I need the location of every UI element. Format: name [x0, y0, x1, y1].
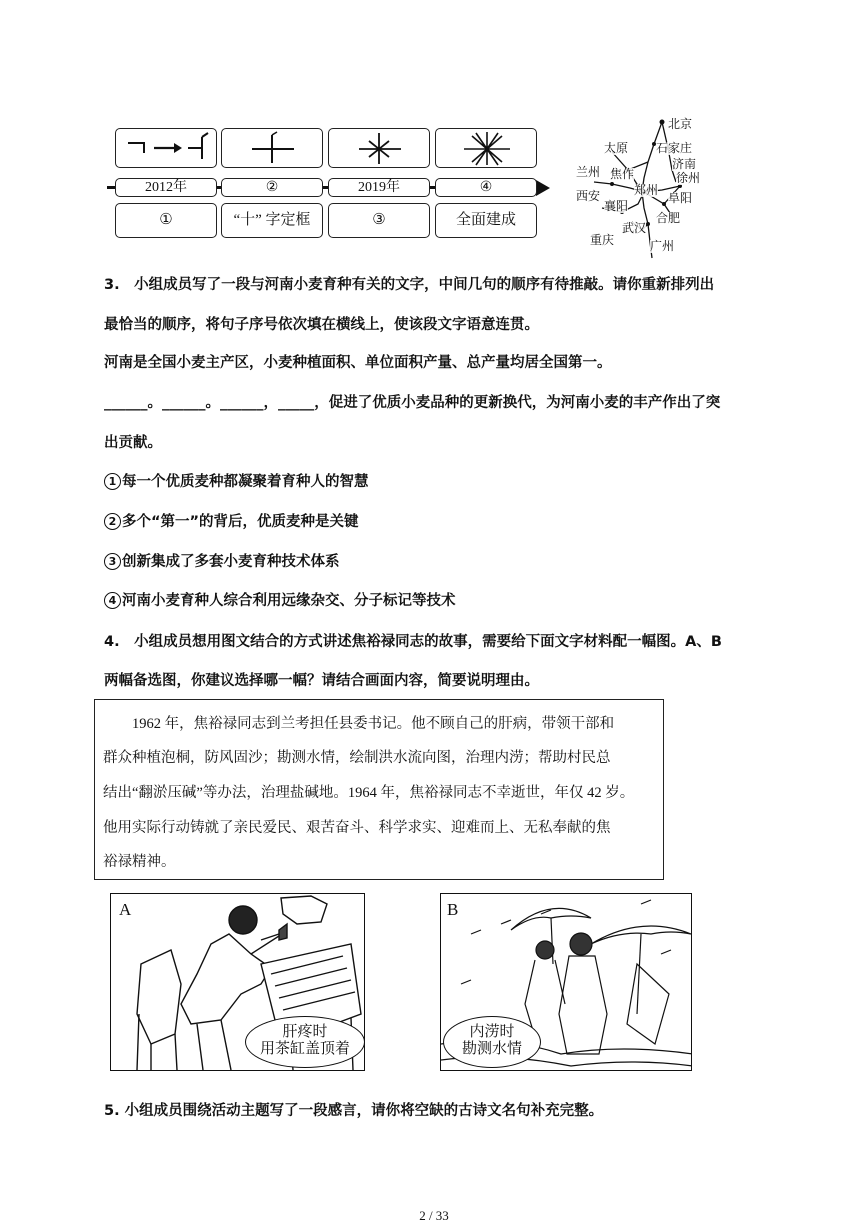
- timeline-year-4: ④: [435, 178, 537, 197]
- illustration-b: [440, 893, 692, 1071]
- city-label-lanzhou: 兰州: [576, 165, 601, 179]
- q4-material-line-4: 他用实际行动铸就了亲民爱民、艰苦奋斗、科学求实、迎难而上、无私奉献的焦: [103, 820, 611, 836]
- timeline-year-1: 2012年: [115, 178, 217, 197]
- circled-number: 2: [104, 513, 121, 530]
- timeline-label-4: 全面建成: [435, 203, 537, 238]
- circled-number: 4: [104, 592, 121, 609]
- q5-prompt: 5. 小组成员围绕活动主题写了一段感言，请你将空缺的古诗文名句补充完整。: [104, 1103, 604, 1119]
- illustration-a-caption-line-2: 用茶缸盖顶着: [259, 1041, 350, 1057]
- city-label-hefei: 合肥: [656, 211, 681, 225]
- city-label-beijing: 北京: [668, 117, 693, 131]
- q3-fill-blank-line: ______。______。______，_____，促进了优质小麦品种的更新换代，为河南小麦的丰产作出了突: [104, 395, 721, 411]
- illustration-b-caption: [443, 1016, 541, 1068]
- star-frame-icon: [329, 129, 429, 167]
- cross-frame-icon: [222, 129, 322, 167]
- timeline-year-2: ②: [221, 178, 323, 197]
- city-label-chongqing: 重庆: [590, 233, 615, 247]
- circled-number: 3: [104, 553, 121, 570]
- city-label-fuyang: 阜阳: [668, 191, 693, 205]
- q3-option-2: [104, 512, 359, 532]
- option-text: 多个“第一”的背后，优质麦种是关键: [122, 514, 359, 530]
- city-label-jiaozuo: 焦作: [610, 167, 635, 181]
- city-label-taiyuan: 太原: [604, 141, 629, 155]
- q4-material-line-2: 群众种植泡桐，防风固沙；勘测水情，绘制洪水流向图，治理内涝；帮助村民总: [103, 750, 611, 766]
- illustration-b-caption-line-1: 内涝时: [469, 1024, 515, 1040]
- option-text: 河南小麦育种人综合利用远缘杂交、分子标记等技术: [122, 593, 456, 609]
- city-label-xiangyang: 襄阳: [604, 199, 629, 213]
- q4-material-line-3: 结出“翻淤压碱”等办法，治理盐碱地。1964 年，焦裕禄同志不幸逝世，年仅 42 岁。: [103, 785, 635, 801]
- city-label-xian: 西安: [576, 189, 601, 203]
- timeline-stage-4-glyph: [435, 128, 537, 168]
- timeline-year-3: 2019年: [328, 178, 430, 197]
- city-label-guangzhou: 广州: [650, 239, 675, 253]
- illustration-a-caption: [245, 1016, 365, 1068]
- q3-fill-blank-line-end: 出贡献。: [104, 435, 162, 451]
- timeline-label-1: ①: [115, 203, 217, 238]
- rail-network-map: [572, 112, 712, 260]
- full-network-icon: [436, 129, 536, 167]
- city-label-zhengzhou: 郑州: [634, 183, 659, 197]
- city-label-jinan: 济南: [672, 157, 697, 171]
- city-label-wuhan: 武汉: [622, 221, 647, 235]
- illustration-a-caption-line-1: 肝疼时: [282, 1024, 328, 1040]
- city-label-shijiazhuang: 石家庄: [656, 141, 693, 155]
- timeline-stage-2-glyph: [221, 128, 323, 168]
- illustration-b-letter: B: [447, 900, 459, 919]
- q4-prompt-line-1: 4. 小组成员想用图文结合的方式讲述焦裕禄同志的故事，需要给下面文字材料配一幅图。A、B: [104, 634, 722, 650]
- illustration-a: [110, 893, 365, 1071]
- circled-number: 1: [104, 473, 121, 490]
- option-text: 创新集成了多套小麦育种技术体系: [122, 554, 340, 570]
- page-number: 2 / 33: [419, 1208, 449, 1223]
- q3-option-1: [104, 472, 369, 492]
- timeline-label-3: ③: [328, 203, 430, 238]
- illustration-b-caption-line-2: 勘测水情: [461, 1041, 522, 1057]
- q4-material-line-1: 1962 年，焦裕禄同志到兰考担任县委书记。他不顾自己的肝病，带领干部和: [103, 716, 615, 732]
- q4-material-line-5: 裕禄精神。: [103, 854, 176, 870]
- option-text: 每一个优质麦种都凝聚着育种人的智慧: [122, 474, 369, 490]
- timeline-label-2: “十” 字定框: [221, 203, 323, 238]
- timeline-stage-1-glyph: [115, 128, 217, 168]
- q3-prompt-line-1: 3. 小组成员写了一段与河南小麦育种有关的文字，中间几句的顺序有待推敲。请你重新排列出: [104, 277, 715, 293]
- arrow-right-icon: [536, 180, 550, 196]
- city-label-xuzhou: 徐州: [676, 171, 701, 185]
- q3-option-3: [104, 552, 340, 572]
- pictograph-stroke-icon: [116, 129, 216, 167]
- q3-prompt-line-2: 最恰当的顺序，将句子序号依次填在横线上，使该段文字语意连贯。: [104, 317, 539, 333]
- timeline-stage-3-glyph: [328, 128, 430, 168]
- q3-context-sentence: 河南是全国小麦主产区，小麦种植面积、单位面积产量、总产量均居全国第一。: [104, 355, 612, 371]
- q4-prompt-line-2: 两幅备选图，你建议选择哪一幅？请结合画面内容，简要说明理由。: [104, 673, 539, 689]
- illustration-a-letter: A: [119, 900, 132, 919]
- q3-option-4: [104, 591, 456, 611]
